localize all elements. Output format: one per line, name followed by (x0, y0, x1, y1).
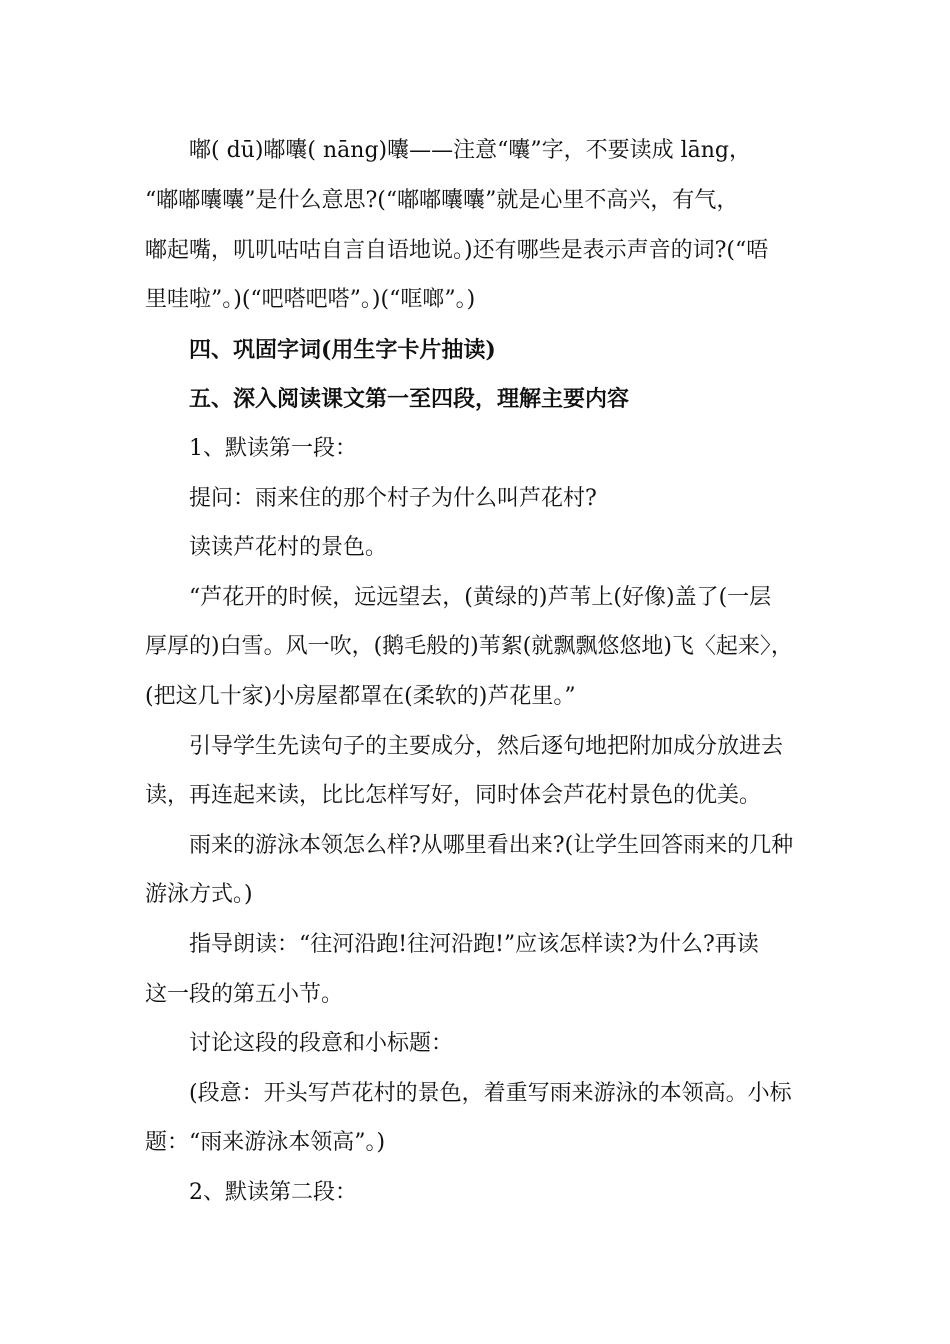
text-line: 雨来的游泳本领怎么样?从哪里看出来?(让学生回答雨来的几种 (189, 833, 794, 858)
text-line: (把这几十家)小房屋都罩在(柔软的)芦花里。” (145, 684, 576, 709)
text-line: 引导学生先读句子的主要成分，然后逐句地把附加成分放进去 (189, 734, 784, 759)
text-line: 嘟( dū)嘟囔( nāng)囔——注意“囔”字，不要读成 lāng， (189, 138, 752, 163)
text-line: 里哇啦”。)(“吧嗒吧嗒”。)(“哐啷”。) (145, 287, 476, 312)
text-line: 提问：雨来住的那个村子为什么叫芦花村? (189, 486, 597, 511)
text-line: 游泳方式。) (145, 882, 253, 907)
text-line: 指导朗读：“往河沿跑!往河沿跑!”应该怎样读?为什么?再读 (189, 932, 759, 957)
text-line: 读，再连起来读，比比怎样写好，同时体会芦花村景色的优美。 (145, 783, 762, 808)
text-line: 这一段的第五小节。 (145, 982, 344, 1007)
text-line: 1、默读第一段： (189, 436, 357, 461)
text-line: 讨论这段的段意和小标题： (189, 1031, 454, 1056)
text-line: “嘟嘟囔囔”是什么意思?(“嘟嘟囔囔”就是心里不高兴，有气， (145, 188, 739, 213)
section-heading: 五、深入阅读课文第一至四段，理解主要内容 (189, 386, 630, 412)
text-line: 题：“雨来游泳本领高”。) (145, 1130, 386, 1155)
text-line: 读读芦花村的景色。 (189, 535, 388, 560)
text-line: (段意：开头写芦花村的景色，着重写雨来游泳的本领高。小标 (189, 1081, 792, 1106)
section-heading: 四、巩固字词(用生字卡片抽读) (189, 337, 496, 363)
text-line: “芦花开的时候，远远望去，(黄绿的)芦苇上(好像)盖了(一层 (189, 585, 772, 610)
text-line: 厚厚的)白雪。风一吹，(鹅毛般的)苇絮(就飘飘悠悠地)飞〈起来〉， (145, 634, 793, 659)
text-line: 2、默读第二段： (189, 1180, 357, 1205)
text-line: 嘟起嘴，叽叽咕咕自言自语地说。)还有哪些是表示声音的词?(“唔 (145, 238, 769, 263)
